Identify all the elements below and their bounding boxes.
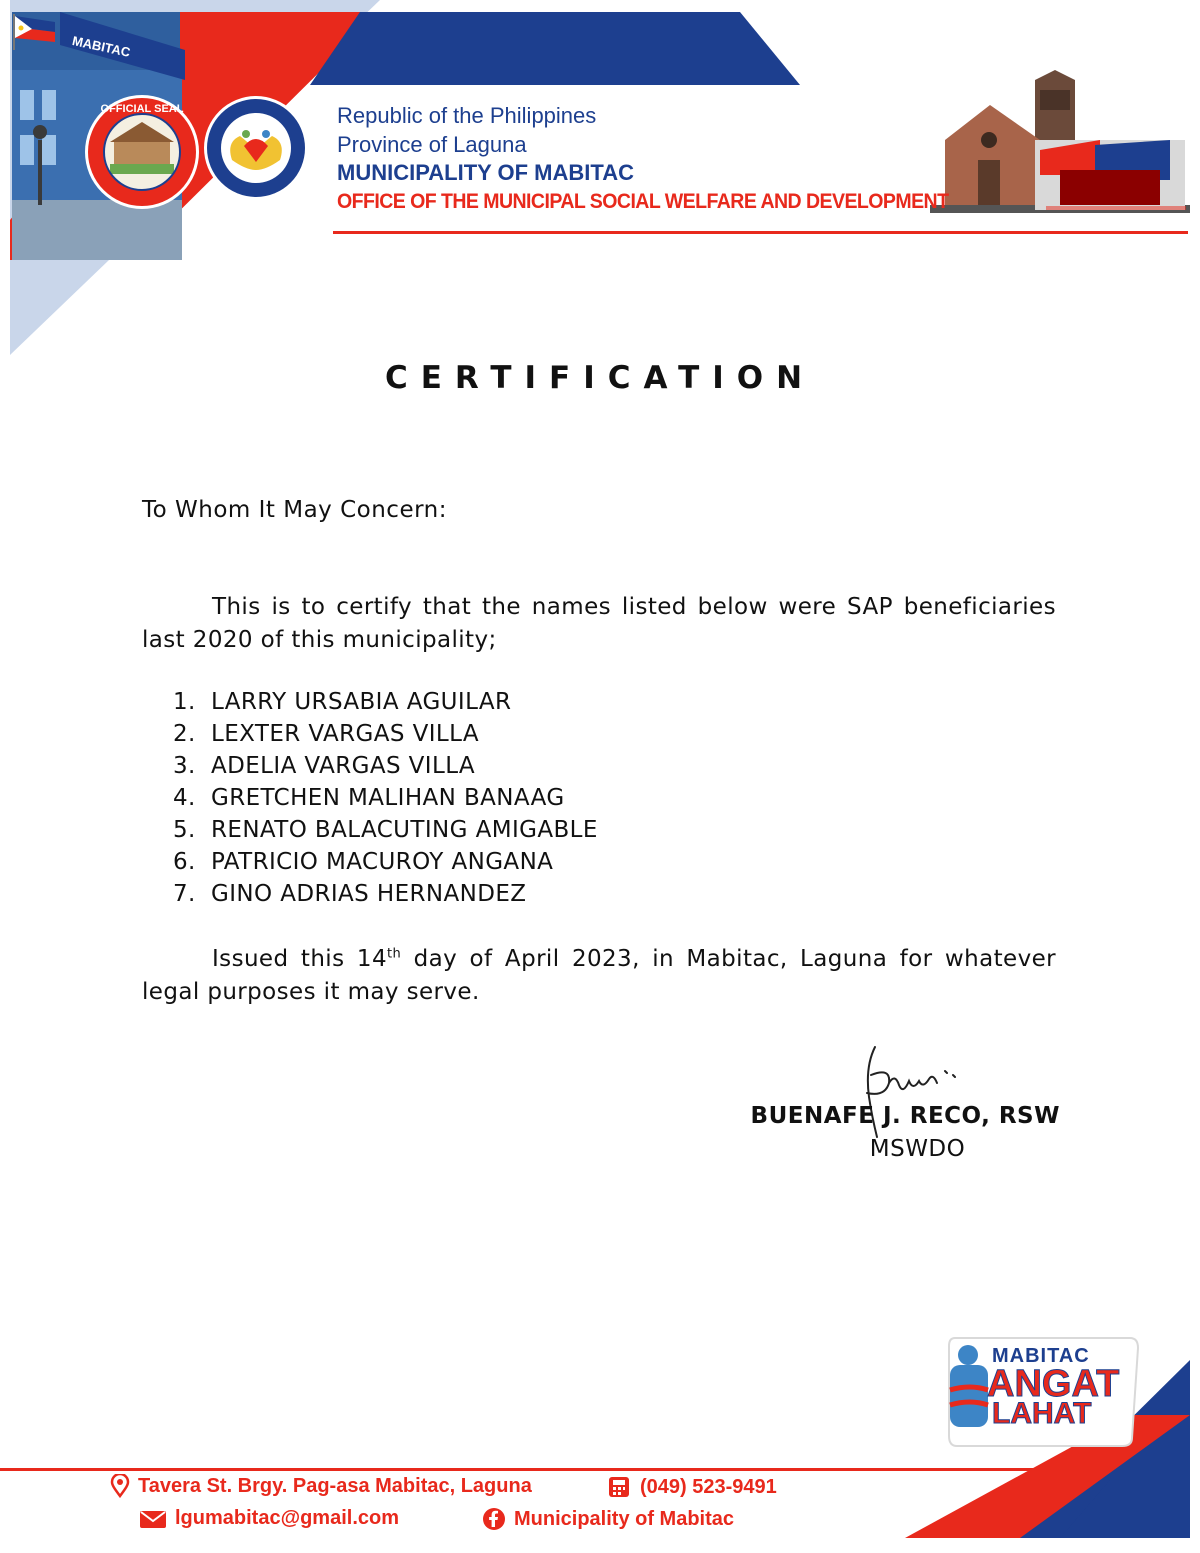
svg-text:OFFICIAL SEAL: OFFICIAL SEAL	[100, 103, 184, 115]
building-sign-text: MABITAC	[70, 33, 132, 60]
beneficiary-name: LEXTER VARGAS VILLA	[211, 721, 480, 747]
list-item	[173, 782, 598, 814]
location-pin-icon	[110, 1474, 130, 1498]
list-number: 5.	[173, 817, 196, 843]
document-title: CERTIFICATION	[384, 360, 816, 396]
email-icon	[139, 1508, 167, 1530]
list-number: 1.	[173, 689, 196, 715]
beneficiary-name: GINO ADRIAS HERNANDEZ	[211, 881, 527, 907]
header-divider	[333, 231, 1188, 234]
beneficiary-name: ADELIA VARGAS VILLA	[211, 753, 476, 779]
header-province: Province of Laguna	[337, 132, 527, 157]
beneficiary-list	[173, 686, 598, 910]
list-number: 2.	[173, 721, 196, 747]
list-item	[173, 750, 598, 782]
list-number: 7.	[173, 881, 196, 907]
salutation: To Whom It May Concern:	[142, 497, 447, 523]
church-photo	[930, 70, 1190, 213]
footer-facebook	[482, 1507, 734, 1531]
footer-address-text: Tavera St. Brgy. Pag-asa Mabitac, Laguna	[138, 1474, 532, 1497]
header-blue-band	[310, 12, 800, 85]
facebook-icon	[482, 1507, 506, 1531]
list-item	[173, 846, 598, 878]
footer-phone	[606, 1474, 777, 1500]
footer-address	[110, 1474, 532, 1498]
mswdo-seal-icon	[204, 96, 308, 200]
certify-paragraph-text: This is to certify that the names listed below were SAP beneficiaries last 2020 of this municipality;	[142, 594, 1056, 653]
beneficiary-name: LARRY URSABIA AGUILAR	[211, 689, 512, 715]
issued-ordinal: th	[387, 946, 402, 962]
header-office: OFFICE OF THE MUNICIPAL SOCIAL WELFARE AND DEVELOPMENT	[337, 190, 949, 213]
list-number: 6.	[173, 849, 196, 875]
header-republic: Republic of the Philippines	[337, 103, 597, 128]
header-municipality: MUNICIPALITY OF MABITAC	[337, 160, 634, 185]
list-item	[173, 686, 598, 718]
badge-angat-text: ANGAT	[987, 1363, 1120, 1405]
list-item	[173, 878, 598, 910]
footer-facebook-text: Municipality of Mabitac	[514, 1507, 735, 1530]
phone-icon	[606, 1474, 632, 1500]
badge-lahat-text: LAHAT	[992, 1397, 1092, 1430]
signatory-title: MSWDO	[869, 1136, 966, 1162]
list-item	[173, 814, 598, 846]
footer-email-text: lgumabitac@gmail.com	[175, 1507, 399, 1529]
footer-email	[139, 1507, 399, 1530]
list-item	[173, 718, 598, 750]
issued-paragraph	[142, 943, 1056, 1009]
list-number: 3.	[173, 753, 196, 779]
official-seal-icon	[85, 95, 199, 209]
issued-prefix: Issued this 14	[212, 946, 387, 972]
beneficiary-name: GRETCHEN MALIHAN BANAAG	[211, 785, 565, 811]
issued-suffix: day of April 2023, in Mabitac, Laguna for whatever legal purposes it may serve.	[142, 946, 1056, 1005]
beneficiary-name: RENATO BALACUTING AMIGABLE	[211, 817, 598, 843]
beneficiary-name: PATRICIO MACUROY ANGANA	[211, 849, 554, 875]
list-number: 4.	[173, 785, 196, 811]
badge-mabitac-text: MABITAC	[992, 1345, 1090, 1367]
certify-paragraph	[142, 591, 1056, 657]
signatory-name: BUENAFE J. RECO, RSW	[750, 1103, 1060, 1129]
footer-divider	[0, 1468, 1060, 1471]
footer-phone-text: (049) 523-9491	[640, 1475, 777, 1498]
